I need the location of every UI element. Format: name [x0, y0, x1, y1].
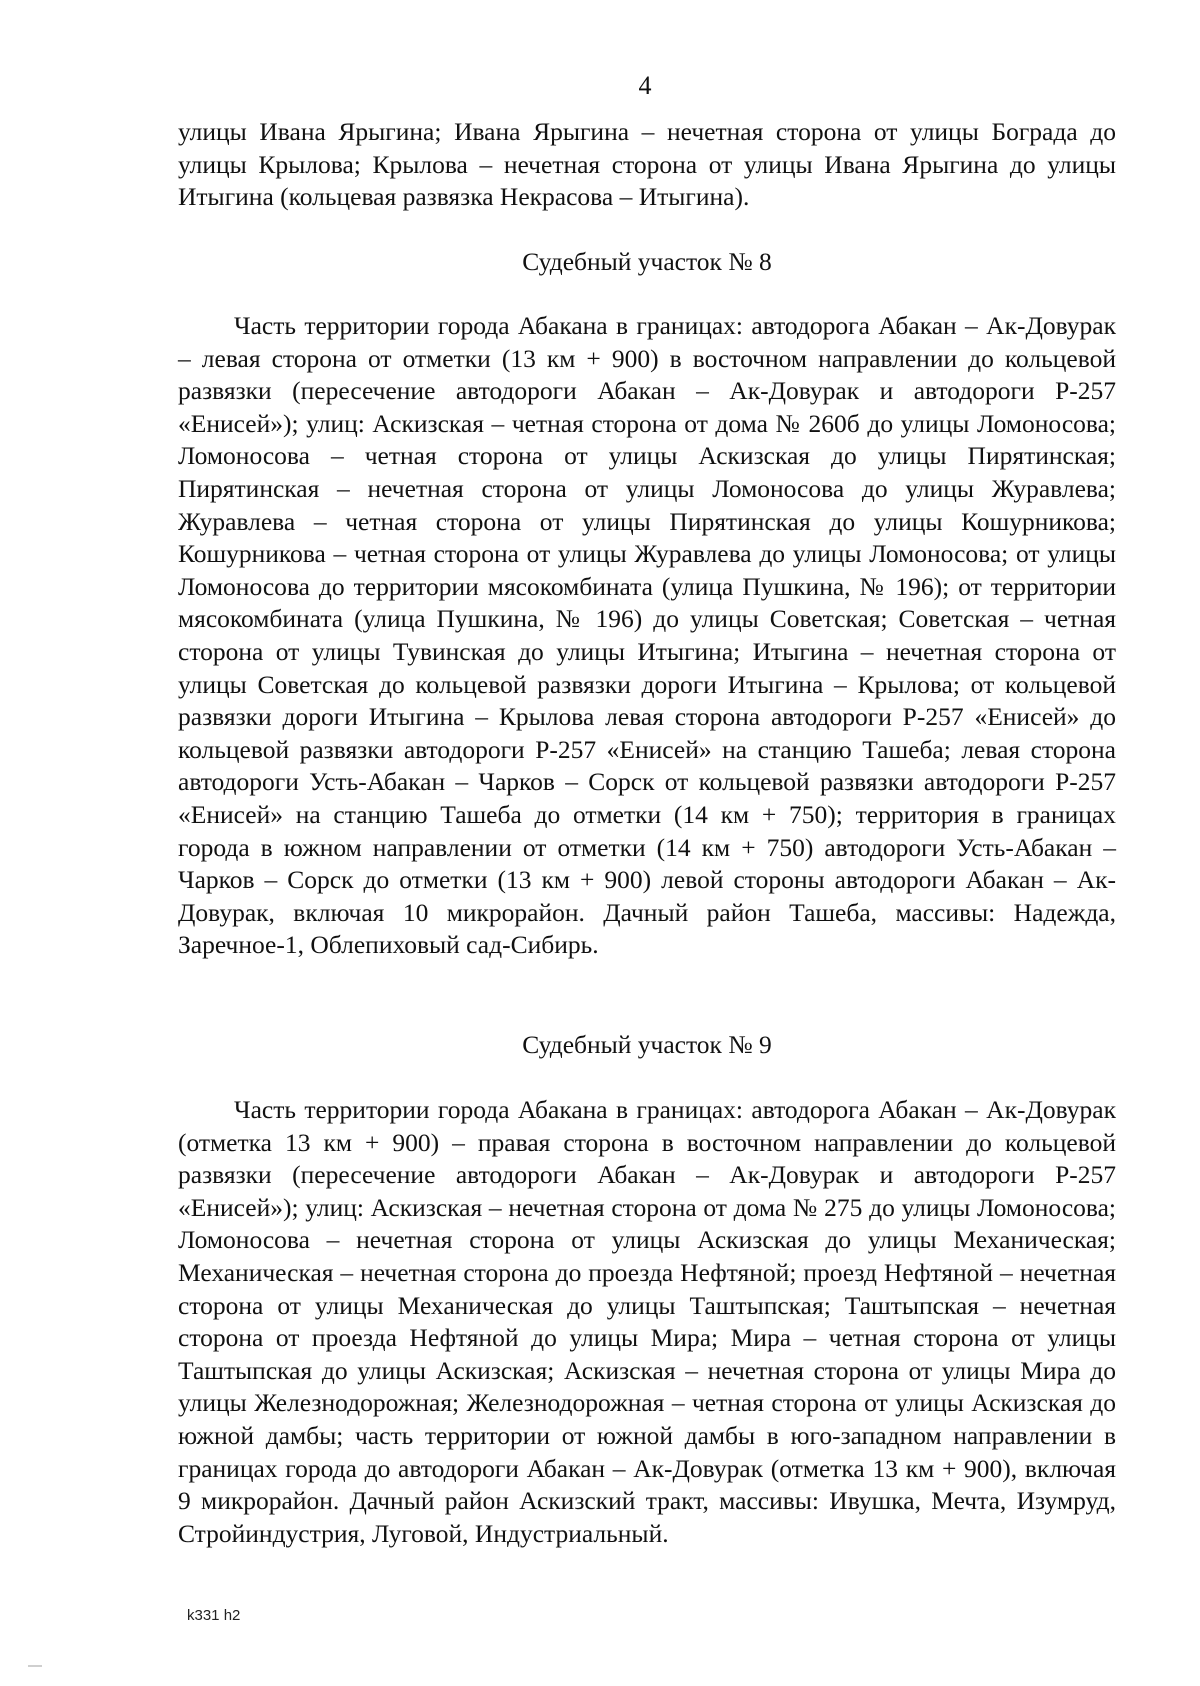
scan-artifact [28, 1665, 42, 1667]
section-text-court-8: Часть территории города Абакана в границах: автодорога Абакан – Ак-Довурак – левая сторона от отметки (13 км + 900) в восточном направлении до кольцевой развязки (пересечение автодороги Абакан – Ак-Довурак и автодороги Р-257 «Енисей»); улиц: Аскизская – четная сторона от дома № 260б до улицы Ломоносова; Ломоносова – четная сторона от улицы Аскизская до улицы Пирятинская; Пирятинская – нечетная сторона от улицы Ломоносова до улицы Журавлева; Журавлева – четная сторона от улицы Пирятинская до улицы Кошурникова; Кошурникова – четная сторона от улицы Журавлева до улицы Ломоносова; от улицы Ломоносова до территории мясокомбината (улица Пушкина, № 196); от территории мясокомбината (улица Пушкина, № 196) до улицы Советская; Советская – четная сторона от улицы Тувинская до улицы Итыгина; Итыгина – нечетная сторона от улицы Советская до кольцевой развязки дороги Итыгина – Крылова; от кольцевой развязки дороги Итыгина – Крылова левая сторона автодороги Р-257 «Енисей» до кольцевой развязки автодороги Р-257 «Енисей» на станцию Ташеба; левая сторона автодороги Усть-Абакан – Чарков – Сорск от кольцевой развязки автодороги Р-257 «Енисей» на станцию Ташеба до отметки (14 км + 750); территория в границах города в южном направлении от отметки (14 км + 750) автодороги Усть-Абакан – Чарков – Сорск до отметки (13 км + 900) левой стороны автодороги Абакан – Ак-Довурак, включая 10 микрорайон. Дачный район Ташеба, массивы: Надежда, Заречное-1, Облепиховый сад-Сибирь. [178, 311, 1116, 960]
section-text-court-9: Часть территории города Абакана в границах: автодорога Абакан – Ак-Довурак (отметка 13 км + 900) – правая сторона в восточном направлении до кольцевой развязки (пересечение автодороги Абакан – Ак-Довурак и автодороги Р-257 «Енисей»); улиц: Аскизская – нечетная сторона от дома № 275 до улицы Ломоносова; Ломоносова – нечетная сторона от улицы Аскизская до улицы Механическая; Механическая – нечетная сторона до проезда Нефтяной; проезд Нефтяной – нечетная сторона от улицы Механическая до улицы Таштыпская; Таштыпская – нечетная сторона от проезда Нефтяной до улицы Мира; Мира – четная сторона от улицы Таштыпская до улицы Аскизская; Аскизская – нечетная сторона от улицы Мира до улицы Железнодорожная; Железнодорожная – четная сторона от улицы Аскизская до южной дамбы; часть территории от южной дамбы в юго-западном направлении в границах города до автодороги Абакан – Ак-Довурак (отметка 13 км + 900), включая 9 микрорайон. Дачный район Аскизский тракт, массивы: Ивушка, Мечта, Изумруд, Стройиндустрия, Луговой, Индустриальный. [178, 1095, 1116, 1548]
footer-code: k331 h2 [187, 1607, 241, 1624]
intro-paragraph: улицы Ивана Ярыгина; Ивана Ярыгина – нечетная сторона от улицы Бограда до улицы Крылова; Крылова – нечетная сторона от улицы Ивана Ярыгина до улицы Итыгина (кольцевая развязка Некрасова – Итыгина). [178, 117, 1116, 212]
page-number: 4 [638, 71, 652, 100]
section-title-court-9: Судебный участок № 9 [522, 1030, 772, 1059]
section-title-court-8: Судебный участок № 8 [522, 247, 772, 276]
